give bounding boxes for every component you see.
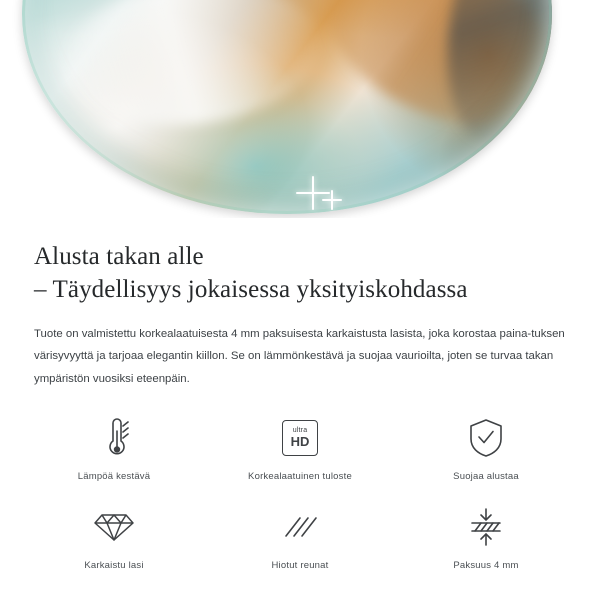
feature-row-2 — [26, 504, 574, 571]
copper-streak-decoration — [302, 0, 552, 156]
feature-row-1 — [26, 415, 574, 482]
description-paragraph: Tuote on valmistettu korkealaatuisesta 4 mm paksuisesta karkaistusta lasista, joka korostaa paina-tuksen värisyvyyttä ja tarjoaa elegantin kiillon. Se on lämmönkestävä ja suojaa vaurioilta, joten se turvaa takan ympäristön vuosiksi eteenpäin. — [34, 327, 565, 386]
ultra-hd-icon — [212, 415, 388, 461]
feature-surface-protection — [398, 415, 574, 482]
diamond-icon — [26, 504, 202, 550]
white-streak-decoration — [55, 0, 328, 137]
ultra-hd-badge-bottom: HD — [290, 434, 310, 450]
feature-label: Paksuus 4 mm — [453, 559, 519, 571]
ultra-hd-badge-top: ultra — [292, 427, 308, 435]
feature-label: Lämpöä kestävä — [77, 470, 151, 482]
feature-label: Karkaistu lasi — [84, 559, 144, 571]
headline-line-1: Alusta takan alle — [34, 243, 204, 270]
headline-line-2: – Täydellisyys jokaisessa yksityiskohdassa — [34, 276, 468, 304]
feature-heat-resistant — [26, 415, 202, 482]
feature-label: Hiotut reunat — [271, 559, 329, 571]
text-content — [0, 240, 600, 391]
page-title — [34, 240, 566, 307]
feature-high-quality-print — [212, 415, 388, 482]
feature-polished-edges — [212, 504, 388, 571]
feature-label: Suojaa alustaa — [453, 470, 519, 482]
thickness-icon — [398, 504, 574, 550]
shield-check-icon — [398, 415, 574, 461]
hero-image — [0, 0, 600, 218]
polished-edges-icon — [212, 504, 388, 550]
feature-tempered-glass — [26, 504, 202, 571]
round-glass-board-image — [22, 0, 552, 214]
feature-thickness — [398, 504, 574, 571]
feature-label: Korkealaatuinen tuloste — [248, 470, 352, 482]
feature-list — [0, 415, 600, 571]
thermometer-icon — [26, 415, 202, 461]
dark-streak-decoration — [426, 0, 552, 154]
